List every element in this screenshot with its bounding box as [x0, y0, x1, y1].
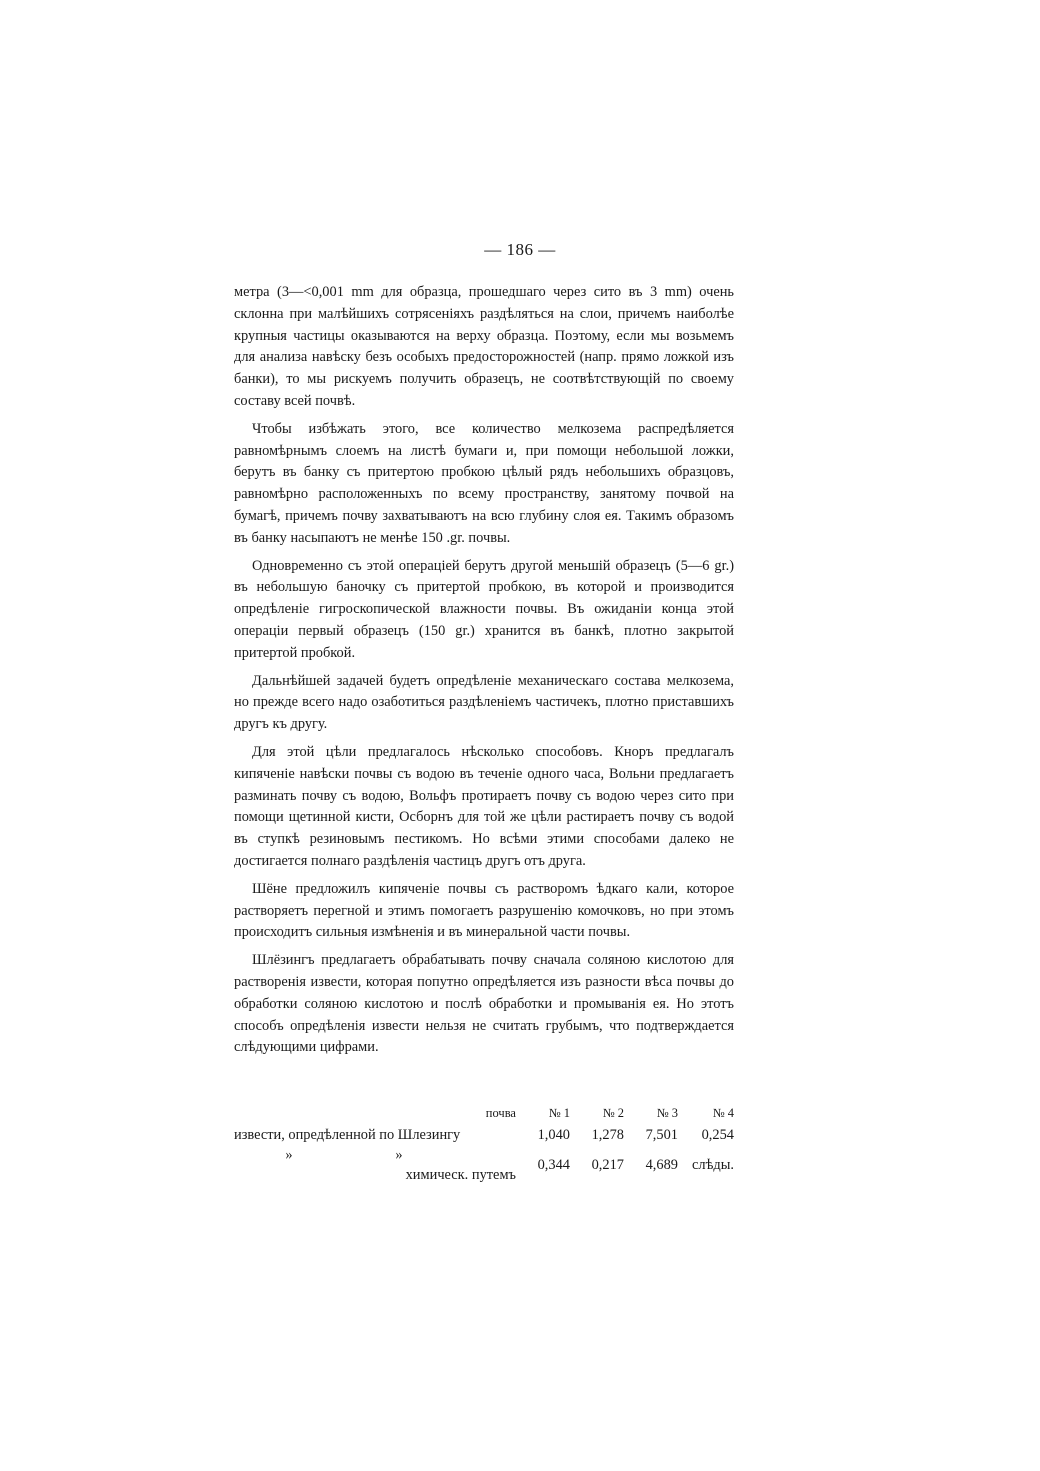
table-cell: 0,217	[591, 1157, 624, 1173]
table-cell: 4,689	[645, 1157, 678, 1173]
table-cell: 0,344	[537, 1157, 570, 1173]
row-label: химическ. путемъ	[405, 1167, 516, 1183]
ditto-mark: »	[395, 1147, 403, 1163]
paragraph: Шёне предложилъ кипяченіе почвы съ растворомъ ѣдкаго кали, которое растворяетъ перегной и этимъ помогаетъ разрушенію комочковъ, но при этомъ происходитъ сильныя измѣненія и въ минеральной части почвы.	[234, 880, 734, 941]
row-label-cell	[234, 1145, 516, 1185]
row-label: извести, опредѣленной по Шлезингу	[234, 1127, 461, 1143]
table-cell: 0,254	[701, 1127, 734, 1143]
table-cell: 1,278	[591, 1127, 624, 1143]
ditto-mark: »	[285, 1147, 293, 1163]
table-cell: 1,040	[537, 1127, 570, 1143]
table-cell: 7,501	[645, 1127, 678, 1143]
table-header-col: № 3	[656, 1106, 678, 1120]
paragraph: Дальнѣйшей задачей будетъ опредѣленіе механическаго состава мелкозема, но прежде всего надо озаботиться раздѣленіемъ частичекъ, плотно приставшихъ другъ къ другу.	[234, 672, 734, 733]
lime-comparison-table	[234, 1103, 734, 1185]
paragraph: метра (3—<0,001 mm для образца, прошедшаго через сито въ 3 mm) очень склонна при малѣйшихъ сотрясеніяхъ раздѣляться на слои, причемъ наиболѣе крупныя частицы оказываются на верху образца. Поэтому, если мы возьмемъ для анализа навѣску безъ особыхъ предосторожностей (напр. прямо ложкой изъ банки), то мы рискуемъ получить образецъ, не соотвѣтствующій по своему составу всей почвѣ.	[234, 284, 734, 409]
table-header-row	[234, 1103, 734, 1125]
table-row	[234, 1145, 734, 1185]
page-number: — 186 —	[484, 240, 556, 259]
table-header-soil: почва	[485, 1106, 516, 1120]
table-cell: слѣды.	[692, 1157, 734, 1173]
paragraph: Для этой цѣли предлагалось нѣсколько способовъ. Кноръ предлагалъ кипяченіе навѣски почвы съ водою въ теченіе одного часа, Вольни предлагаетъ разминать почву съ водою, Вольфъ протираетъ почву съ водою через сито при помощи щетинной кисти, Осборнъ для той же цѣли растираетъ почву съ водой въ ступкѣ резиновымъ пестикомъ. Но всѣми этими способами далеко не достигается полнаго раздѣленія частицъ другъ отъ друга.	[234, 743, 734, 869]
table-header-col: № 4	[712, 1106, 734, 1120]
paragraph: Шлёзингъ предлагаетъ обрабатывать почву сначала соляною кислотою для растворенія извести, которая попутно опредѣляется изъ разности вѣса почвы до обработки соляною кислотою и послѣ обработки и промыванія ея. Но этотъ способъ опредѣленія извести нельзя не считать грубымъ, что подтверждается слѣдующими цифрами.	[234, 952, 734, 1056]
paragraph: Чтобы избѣжать этого, все количество мелкозема распредѣляется равномѣрнымъ слоемъ на листѣ бумаги и, при помощи небольшой ложки, берутъ въ банку съ притертою пробкою цѣлый рядъ небольшихъ образцовъ, равномѣрно расположенныхъ по всему пространству, занятому почвой на бумагѣ, причемъ почву захватываютъ на всю глубину слоя ея. Такимъ образомъ въ банку насыпаютъ не менѣе 150 .gr. почвы.	[234, 420, 734, 546]
table-row	[234, 1125, 734, 1145]
table-header-col: № 1	[548, 1106, 570, 1120]
body-text	[234, 282, 734, 1065]
table-header-col: № 2	[602, 1106, 624, 1120]
paragraph: Одновременно съ этой операціей берутъ другой меньшій образецъ (5—6 gr.) въ небольшую баночку съ притертой пробкою, въ которой и производится опредѣленіе гигроскопической влажности почвы. Въ ожиданіи конца этой операціи первый образецъ (150 gr.) хранится въ банкѣ, плотно закрытой притертой пробкой.	[234, 557, 734, 661]
